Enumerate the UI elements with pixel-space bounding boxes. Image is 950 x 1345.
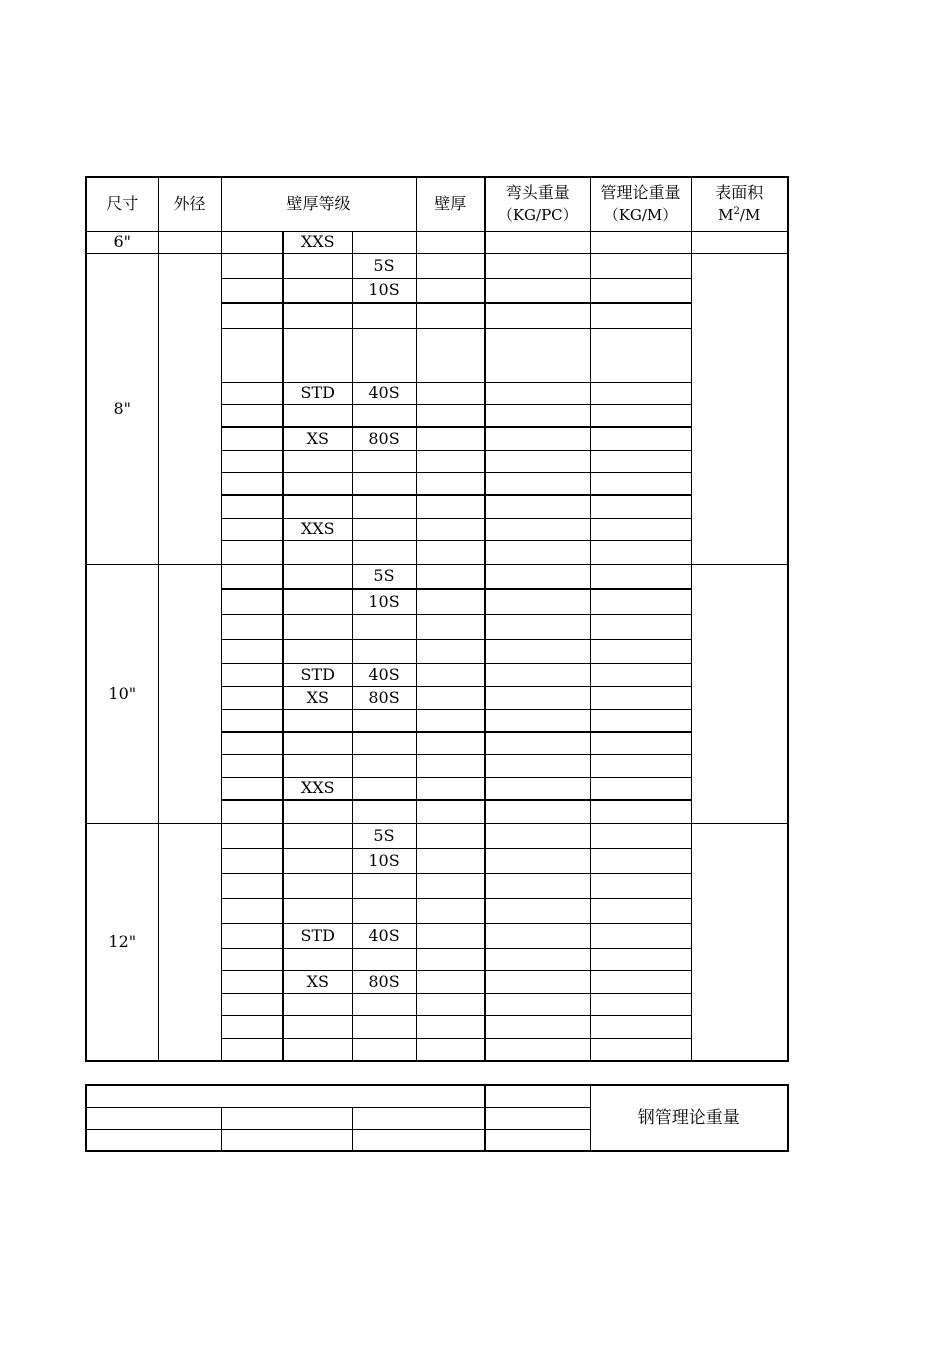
wall-cell xyxy=(416,709,485,732)
size-cell: 6" xyxy=(86,231,158,253)
wall-class-cell xyxy=(221,564,283,589)
elbow-weight-cell xyxy=(485,873,590,898)
wall-class-cell xyxy=(221,231,283,253)
pipe-weight-cell xyxy=(590,382,691,404)
wall-class-cell xyxy=(221,754,283,777)
pipe-weight-cell xyxy=(590,278,691,303)
wall-cell xyxy=(416,1015,485,1038)
stainless-schedule-cell xyxy=(352,873,416,898)
wall-class-cell xyxy=(221,686,283,709)
pipe-weight-table xyxy=(85,176,789,1062)
footer-title: 钢管理论重量 xyxy=(590,1085,788,1151)
elbow-weight-cell xyxy=(485,1038,590,1061)
stainless-schedule-cell xyxy=(352,1038,416,1061)
elbow-weight-cell xyxy=(485,777,590,800)
wall-cell xyxy=(416,231,485,253)
pipe-weight-cell xyxy=(590,873,691,898)
surface-cell xyxy=(691,231,788,253)
pipe-weight-cell xyxy=(590,639,691,663)
wall-cell xyxy=(416,823,485,848)
wall-cell xyxy=(416,589,485,614)
elbow-weight-cell xyxy=(485,823,590,848)
stainless-schedule-cell: 5S xyxy=(352,564,416,589)
wall-cell xyxy=(416,948,485,970)
elbow-weight-cell xyxy=(485,800,590,823)
wall-class-cell xyxy=(221,873,283,898)
footer-cell xyxy=(86,1107,221,1129)
wall-cell xyxy=(416,328,485,382)
wall-class-cell xyxy=(221,450,283,472)
wall-class-cell xyxy=(221,709,283,732)
table-row xyxy=(86,564,788,589)
stainless-schedule-cell xyxy=(352,1015,416,1038)
wall-class-cell xyxy=(221,518,283,540)
pipe-weight-cell xyxy=(590,848,691,873)
header-wall: 壁厚 xyxy=(416,177,485,231)
pipe-weight-cell xyxy=(590,472,691,495)
wall-class-cell xyxy=(221,898,283,923)
footer-cell xyxy=(86,1129,221,1151)
elbow-weight-cell xyxy=(485,450,590,472)
schedule-cell xyxy=(283,898,352,923)
footer-table xyxy=(85,1084,789,1152)
surface-cell xyxy=(691,564,788,823)
wall-class-cell xyxy=(221,589,283,614)
schedule-cell: XXS xyxy=(283,518,352,540)
elbow-weight-cell xyxy=(485,1015,590,1038)
schedule-cell: XS xyxy=(283,427,352,450)
pipe-weight-cell xyxy=(590,777,691,800)
pipe-weight-cell xyxy=(590,614,691,639)
stainless-schedule-cell xyxy=(352,540,416,564)
schedule-cell xyxy=(283,709,352,732)
elbow-weight-cell xyxy=(485,278,590,303)
wall-cell xyxy=(416,732,485,754)
pipe-weight-cell xyxy=(590,328,691,382)
pipe-weight-cell xyxy=(590,686,691,709)
elbow-weight-cell xyxy=(485,382,590,404)
wall-class-cell xyxy=(221,427,283,450)
schedule-cell xyxy=(283,614,352,639)
schedule-cell xyxy=(283,873,352,898)
schedule-cell xyxy=(283,450,352,472)
schedule-cell xyxy=(283,540,352,564)
wall-cell xyxy=(416,686,485,709)
elbow-weight-cell xyxy=(485,709,590,732)
wall-cell xyxy=(416,495,485,518)
elbow-weight-cell xyxy=(485,898,590,923)
schedule-cell xyxy=(283,823,352,848)
schedule-cell xyxy=(283,495,352,518)
pipe-weight-cell xyxy=(590,732,691,754)
schedule-cell xyxy=(283,472,352,495)
footer-cell xyxy=(485,1107,590,1129)
wall-cell xyxy=(416,382,485,404)
wall-cell xyxy=(416,800,485,823)
wall-cell xyxy=(416,472,485,495)
schedule-cell: XS xyxy=(283,686,352,709)
elbow-weight-cell xyxy=(485,564,590,589)
elbow-weight-cell xyxy=(485,328,590,382)
wall-class-cell xyxy=(221,663,283,686)
wall-class-cell xyxy=(221,278,283,303)
pipe-weight-cell xyxy=(590,1038,691,1061)
pipe-weight-cell xyxy=(590,404,691,427)
stainless-schedule-cell: 5S xyxy=(352,253,416,278)
stainless-schedule-cell xyxy=(352,328,416,382)
schedule-cell xyxy=(283,948,352,970)
wall-class-cell xyxy=(221,1015,283,1038)
stainless-schedule-cell: 10S xyxy=(352,848,416,873)
size-cell: 8" xyxy=(86,253,158,564)
stainless-schedule-cell: 80S xyxy=(352,970,416,993)
wall-cell xyxy=(416,663,485,686)
od-cell xyxy=(158,253,221,564)
table-row xyxy=(86,253,788,278)
stainless-schedule-cell xyxy=(352,404,416,427)
footer-cell xyxy=(485,1129,590,1151)
elbow-weight-cell xyxy=(485,686,590,709)
wall-class-cell xyxy=(221,472,283,495)
stainless-schedule-cell: 10S xyxy=(352,278,416,303)
surface-cell xyxy=(691,253,788,564)
stainless-schedule-cell xyxy=(352,777,416,800)
schedule-cell xyxy=(283,328,352,382)
footer-cell xyxy=(352,1129,485,1151)
schedule-cell xyxy=(283,993,352,1015)
stainless-schedule-cell xyxy=(352,495,416,518)
stainless-schedule-cell xyxy=(352,303,416,328)
pipe-weight-cell xyxy=(590,303,691,328)
stainless-schedule-cell xyxy=(352,800,416,823)
od-cell xyxy=(158,823,221,1061)
wall-class-cell xyxy=(221,540,283,564)
wall-cell xyxy=(416,1038,485,1061)
pipe-weight-cell xyxy=(590,518,691,540)
pipe-weight-cell xyxy=(590,1015,691,1038)
schedule-cell xyxy=(283,404,352,427)
pipe-weight-cell xyxy=(590,823,691,848)
stainless-schedule-cell xyxy=(352,614,416,639)
wall-cell xyxy=(416,777,485,800)
stainless-schedule-cell: 40S xyxy=(352,663,416,686)
wall-class-cell xyxy=(221,303,283,328)
header-pipe-unit: （KG/M） xyxy=(603,206,678,225)
pipe-weight-cell xyxy=(590,231,691,253)
header-pipe-weight-label: 管理论重量 xyxy=(600,183,681,203)
schedule-cell xyxy=(283,639,352,663)
elbow-weight-cell xyxy=(485,614,590,639)
pipe-weight-cell xyxy=(590,993,691,1015)
schedule-cell xyxy=(283,800,352,823)
wall-cell xyxy=(416,253,485,278)
schedule-cell xyxy=(283,278,352,303)
wall-cell xyxy=(416,518,485,540)
stainless-schedule-cell: 40S xyxy=(352,382,416,404)
elbow-weight-cell xyxy=(485,848,590,873)
wall-class-cell xyxy=(221,777,283,800)
schedule-cell xyxy=(283,589,352,614)
wall-cell xyxy=(416,540,485,564)
stainless-schedule-cell xyxy=(352,472,416,495)
wall-cell xyxy=(416,303,485,328)
elbow-weight-cell xyxy=(485,663,590,686)
wall-class-cell xyxy=(221,923,283,948)
wall-cell xyxy=(416,278,485,303)
wall-class-cell xyxy=(221,614,283,639)
wall-class-cell xyxy=(221,800,283,823)
footer-cell xyxy=(221,1107,352,1129)
pipe-weight-cell xyxy=(590,800,691,823)
elbow-weight-cell xyxy=(485,732,590,754)
wall-cell xyxy=(416,898,485,923)
header-surface xyxy=(691,177,788,231)
wall-class-cell xyxy=(221,948,283,970)
size-cell: 10" xyxy=(86,564,158,823)
elbow-weight-cell xyxy=(485,231,590,253)
elbow-weight-cell xyxy=(485,427,590,450)
surface-unit-m: M xyxy=(718,206,734,225)
stainless-schedule-cell: 80S xyxy=(352,427,416,450)
header-surface-unit xyxy=(692,204,788,226)
pipe-weight-cell xyxy=(590,495,691,518)
elbow-weight-cell xyxy=(485,540,590,564)
header-surface-label: 表面积 xyxy=(715,183,764,203)
header-size: 尺寸 xyxy=(86,177,158,231)
header-row xyxy=(86,177,788,231)
table-row xyxy=(86,823,788,848)
schedule-cell: XXS xyxy=(283,231,352,253)
schedule-cell xyxy=(283,1038,352,1061)
wall-class-cell xyxy=(221,404,283,427)
wall-class-cell xyxy=(221,848,283,873)
elbow-weight-cell xyxy=(485,639,590,663)
schedule-cell xyxy=(283,303,352,328)
wall-cell xyxy=(416,564,485,589)
wall-class-cell xyxy=(221,970,283,993)
pipe-weight-cell xyxy=(590,253,691,278)
wall-class-cell xyxy=(221,993,283,1015)
stainless-schedule-cell: 40S xyxy=(352,923,416,948)
schedule-cell: STD xyxy=(283,382,352,404)
pipe-weight-cell xyxy=(590,970,691,993)
schedule-cell xyxy=(283,848,352,873)
stainless-schedule-cell xyxy=(352,948,416,970)
elbow-weight-cell xyxy=(485,754,590,777)
schedule-cell xyxy=(283,754,352,777)
stainless-schedule-cell xyxy=(352,993,416,1015)
wall-cell xyxy=(416,848,485,873)
wall-class-cell xyxy=(221,639,283,663)
stainless-schedule-cell: 10S xyxy=(352,589,416,614)
header-schedule: 壁厚等级 xyxy=(221,177,416,231)
pipe-weight-cell xyxy=(590,450,691,472)
footer-row xyxy=(86,1085,788,1107)
elbow-weight-cell xyxy=(485,472,590,495)
surface-unit-rest: /M xyxy=(739,206,761,225)
wall-cell xyxy=(416,614,485,639)
od-cell xyxy=(158,564,221,823)
wall-cell xyxy=(416,639,485,663)
stainless-schedule-cell: 80S xyxy=(352,686,416,709)
wall-cell xyxy=(416,427,485,450)
wall-class-cell xyxy=(221,495,283,518)
pipe-weight-cell xyxy=(590,948,691,970)
surface-unit-sup: 2 xyxy=(733,206,740,218)
wall-cell xyxy=(416,450,485,472)
schedule-cell: XS xyxy=(283,970,352,993)
header-pipe-weight xyxy=(590,177,691,231)
footer-cell xyxy=(485,1085,590,1107)
wall-cell xyxy=(416,923,485,948)
schedule-cell: XXS xyxy=(283,777,352,800)
table-row xyxy=(86,231,788,253)
surface-cell xyxy=(691,823,788,1061)
elbow-weight-cell xyxy=(485,495,590,518)
elbow-weight-cell xyxy=(485,303,590,328)
schedule-cell: STD xyxy=(283,923,352,948)
wall-cell xyxy=(416,754,485,777)
stainless-schedule-cell: 5S xyxy=(352,823,416,848)
footer-cell xyxy=(86,1085,485,1107)
schedule-cell xyxy=(283,732,352,754)
wall-class-cell xyxy=(221,328,283,382)
stainless-schedule-cell xyxy=(352,639,416,663)
pipe-weight-cell xyxy=(590,564,691,589)
stainless-schedule-cell xyxy=(352,898,416,923)
stainless-schedule-cell xyxy=(352,450,416,472)
wall-cell xyxy=(416,873,485,898)
pipe-weight-cell xyxy=(590,898,691,923)
schedule-cell xyxy=(283,1015,352,1038)
od-cell xyxy=(158,231,221,253)
wall-cell xyxy=(416,404,485,427)
size-cell: 12" xyxy=(86,823,158,1061)
wall-cell xyxy=(416,993,485,1015)
header-elbow-unit: （KG/PC） xyxy=(497,206,578,225)
footer-cell xyxy=(352,1107,485,1129)
stainless-schedule-cell xyxy=(352,518,416,540)
pipe-weight-cell xyxy=(590,663,691,686)
wall-class-cell xyxy=(221,1038,283,1061)
wall-class-cell xyxy=(221,382,283,404)
header-elbow-weight-label: 弯头重量 xyxy=(505,183,570,203)
wall-class-cell xyxy=(221,823,283,848)
wall-class-cell xyxy=(221,732,283,754)
elbow-weight-cell xyxy=(485,948,590,970)
pipe-weight-cell xyxy=(590,754,691,777)
elbow-weight-cell xyxy=(485,923,590,948)
stainless-schedule-cell xyxy=(352,732,416,754)
pipe-weight-cell xyxy=(590,709,691,732)
header-elbow-weight xyxy=(485,177,590,231)
stainless-schedule-cell xyxy=(352,709,416,732)
pipe-weight-cell xyxy=(590,540,691,564)
elbow-weight-cell xyxy=(485,993,590,1015)
wall-cell xyxy=(416,970,485,993)
elbow-weight-cell xyxy=(485,589,590,614)
pipe-weight-cell xyxy=(590,923,691,948)
pipe-weight-cell xyxy=(590,589,691,614)
wall-class-cell xyxy=(221,253,283,278)
elbow-weight-cell xyxy=(485,970,590,993)
pipe-weight-cell xyxy=(590,427,691,450)
elbow-weight-cell xyxy=(485,518,590,540)
elbow-weight-cell xyxy=(485,404,590,427)
stainless-schedule-cell xyxy=(352,231,416,253)
schedule-cell xyxy=(283,564,352,589)
footer-cell xyxy=(221,1129,352,1151)
stainless-schedule-cell xyxy=(352,754,416,777)
elbow-weight-cell xyxy=(485,253,590,278)
schedule-cell: STD xyxy=(283,663,352,686)
schedule-cell xyxy=(283,253,352,278)
header-od: 外径 xyxy=(158,177,221,231)
